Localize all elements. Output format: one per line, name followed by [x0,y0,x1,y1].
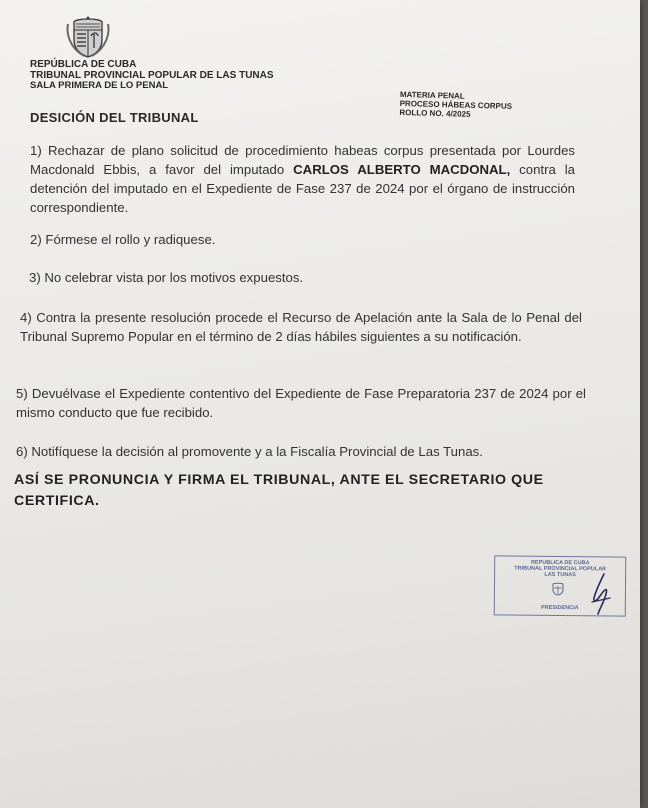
paragraph-5: 5) Devuélvase el Expediente contentivo del Expediente de Fase Preparatoria 237 de 2024 por el mismo conducto que fue recibido. [16,386,586,420]
stamp-line-4: PRESIDENCIA [540,604,579,612]
paragraph-1-text-b: contra la detención del imputado en el Expediente de Fase 237 de 2024 por el órgano de instrucción correspondiente. [30,162,575,215]
document-title: DESICIÓN DEL TRIBUNAL [30,110,199,125]
accused-name: CARLOS ALBERTO MACDONAL, [293,162,511,177]
case-rollo: ROLLO NO. 4/2025 [399,107,471,119]
case-info [399,90,512,120]
header-sala: SALA PRIMERA DE LO PENAL [30,80,169,91]
paragraph-4: 4) Contra la presente resolución procede el Recurso de Apelación ante la Sala de lo Penal del Tribunal Supremo Popular en el término de 2 días hábiles siguientes a su notificación. [20,310,582,344]
paragraph-1 [30,141,575,217]
header-republica: REPÚBLICA DE CUBA [30,59,137,70]
case-proceso: PROCESO HÁBEAS CORPUS [399,98,513,111]
paragraph-3: 3) No celebrar vista por los motivos expuestos. [29,270,304,285]
paragraph-1-text-a: 1) Rechazar de plano solicitud de procedimiento habeas corpus presentada por Lourdes Macdonald Ebbis, a favor del imputado [30,143,575,177]
stamp-seal-icon [551,582,565,596]
stamp-line-1: REPUBLICA DE CUBA [530,559,590,567]
coat-of-arms-icon [64,14,112,58]
stamp-line-3: LAS TUNAS [544,571,576,579]
paragraph-2: 2) Fórmese el rollo y radiquese. [30,232,216,247]
stamp-line-2: TRIBUNAL PROVINCIAL POPULAR [514,565,607,573]
closing-statement: ASÍ SE PRONUNCIA Y FIRMA EL TRIBUNAL, ANTE EL SECRETARIO QUE CERTIFICA. [14,472,544,509]
signature-mark [586,572,614,616]
case-materia: MATERIA PENAL [399,90,465,101]
header-tribunal: TRIBUNAL PROVINCIAL POPULAR DE LAS TUNAS [30,70,274,81]
paragraph-6: 6) Notifíquese la decisión al promovente y a la Fiscalía Provincial de Las Tunas. [16,444,483,459]
